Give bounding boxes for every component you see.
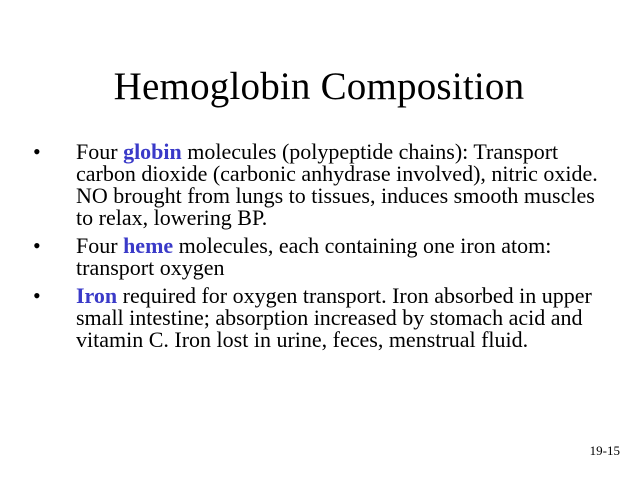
bullet-marker: •	[33, 139, 41, 164]
bullet-body-text: required for oxygen transport. Iron absorbed in upper small intestine; absorption increased by stomach acid and vitamin C. Iron lost in urine, feces, menstrual fluid.	[76, 283, 592, 352]
keyword-heme: heme	[123, 233, 174, 258]
page-number: 19-15	[589, 443, 620, 458]
bullet-lead-text: Four	[76, 139, 124, 164]
keyword-iron: Iron	[76, 283, 118, 308]
bullet-marker: •	[33, 233, 41, 258]
bullet-item-globin	[33, 141, 613, 229]
slide-title: Hemoglobin Composition	[113, 65, 525, 108]
bullet-body-text: molecules (polypeptide chains): Transport carbon dioxide (carbonic anhydrase involved), nitric oxide. NO brought from lungs to tissues, induces smooth muscles to relax, lowering BP.	[76, 139, 598, 230]
bullet-item-iron	[33, 285, 613, 351]
bullet-list	[33, 141, 613, 357]
bullet-body-text: molecules, each containing one iron atom: transport oxygen	[76, 233, 552, 280]
keyword-globin: globin	[123, 139, 182, 164]
bullet-item-heme	[33, 235, 613, 279]
bullet-marker: •	[33, 283, 41, 308]
bullet-lead-text: Four	[76, 233, 124, 258]
